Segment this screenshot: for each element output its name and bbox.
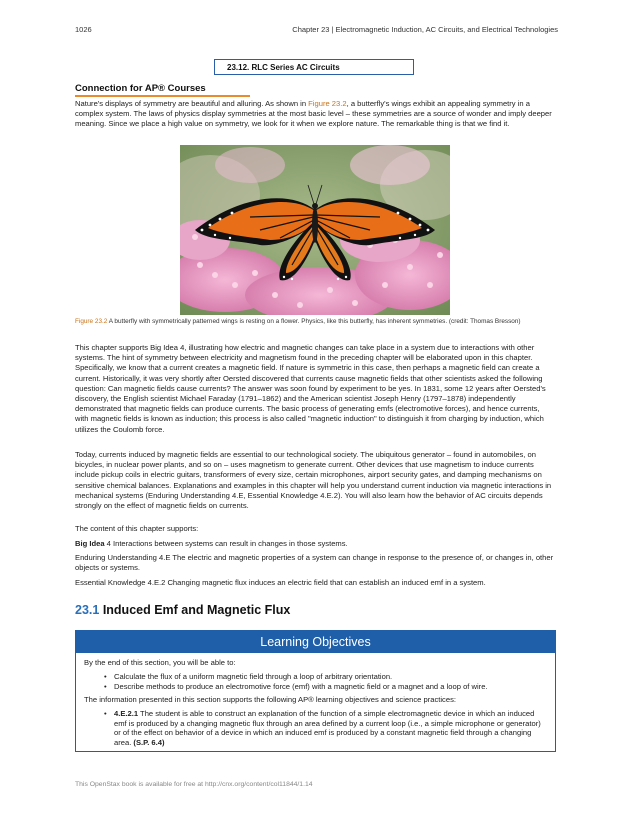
lo-item: Describe methods to produce an electromotive force (emf) with a magnetic field or a magnet and a loop of wire. (114, 682, 488, 691)
butterfly-figure (180, 145, 450, 315)
page-number: 1026 (75, 25, 92, 34)
section-box: 23.12. RLC Series AC Circuits (214, 59, 414, 75)
section-heading (75, 603, 290, 617)
heading-underline (75, 95, 250, 97)
chapter-title: Chapter 23 | Electromagnetic Induction, AC Circuits, and Electrical Technologies (292, 25, 558, 34)
figure-caption: Figure 23.2 A butterfly with symmetrically patterned wings is resting on a flower. Physics, like this butterfly, has inherent symmetries. (credit: Thomas Bresson) (75, 318, 521, 325)
section-number: 23.1 (75, 603, 100, 617)
bullet-icon: • (104, 709, 107, 718)
lo-ap-intro: The information presented in this section supports the following AP® learning objectives and science practices: (84, 695, 456, 704)
butterfly-photo (180, 145, 450, 315)
bullet-icon: • (104, 682, 107, 691)
lo-ap-item: 4.E.2.1 The student is able to construct an explanation of the function of a simple electromagnetic device in which an induced emf is produced by a changing magnetic flux through an area defined by a current loop (i.e., a simple microphone or generator) or of the effect on behavior of a device in which an induced emf is produced by a constant magnetic field through a changing area. (S.P. 6.4) (114, 709, 541, 747)
paragraph-3: The content of this chapter supports: (75, 524, 199, 533)
figure-link[interactable]: Figure 23.2 (308, 99, 347, 108)
enduring-understanding: Enduring Understanding 4.E The electric and magnetic properties of a system can change in response to the presence of, or changes in, other objects or systems. (75, 553, 554, 573)
lo-intro: By the end of this section, you will be able to: (84, 658, 236, 667)
ap-intro-paragraph: Nature's displays of symmetry are beautiful and alluring. As shown in Figure 23.2, a butterfly's wings exhibit an appealing symmetry in a complex system. The laws of physics display symmetries at the most basic level – these symmetries are a source of wonder and imply deeper meaning. Since we place a high value on symmetry, we look for it when we explore nature. The remarkable thing is that we find it. (75, 99, 552, 129)
learning-objectives-box (75, 630, 556, 752)
section-title: Induced Emf and Magnetic Flux (99, 603, 291, 617)
ap-connection-heading: Connection for AP® Courses (75, 83, 206, 94)
learning-objectives-title: Learning Objectives (76, 631, 555, 653)
paragraph-2: Today, currents induced by magnetic fields are essential to our technological society. The ubiquitous generator – found in automobiles, on bicycles, in nuclear power plants, and so on – uses magnetism to generate current. Other devices that use magnetism to induce currents include pickup coils in electric guitars, transformers of every size, certain microphones, airport security gates, and damping mechanisms on sensitive chemical balances. Explanations and examples in this chapter will help you understand current induction via magnetic interactions in mechanical systems (Enduring Understanding 4.E, Essential Knowledge 4.E.2). You will also learn how the behavior of AC circuits depends strongly on the effect of magnetic fields on currents. (75, 450, 552, 511)
figure-label: Figure 23.2 (75, 318, 108, 325)
big-idea: Big Idea 4 Interactions between systems can result in changes in those systems. (75, 539, 348, 548)
bullet-icon: • (104, 672, 107, 681)
paragraph-1: This chapter supports Big Idea 4, illustrating how electric and magnetic changes can take place in a system due to interactions with other systems. The hint of symmetry between electricity and magnetism found in the preceding chapter will be elaborated upon in this chapter. Specifically, we know that a current creates a magnetic field. If nature is symmetric in this case, then perhaps a magnetic field can create a current. Historically, it was very shortly after Oersted discovered that currents cause magnetic fields that other scientists asked the following question: Can magnetic fields cause currents? The answer was soon found by experiment to be yes. In 1831, some 12 years after Oersted's discovery, the English scientist Michael Faraday (1791–1862) and the American scientist Joseph Henry (1797–1878) independently demonstrated that magnetic fields can produce currents. The basic process of generating emfs (electromotive forces), and hence currents, with magnetic fields is known as induction; this process is also called "magnetic induction" to distinguish it from charging by induction, which utilizes the Coulomb force. (75, 343, 546, 434)
lo-item: Calculate the flux of a uniform magnetic field through a loop of arbitrary orientation. (114, 672, 393, 681)
essential-knowledge: Essential Knowledge 4.E.2 Changing magnetic flux induces an electric field that can establish an induced emf in a system. (75, 578, 486, 587)
footer-note: This OpenStax book is available for free at http://cnx.org/content/col11844/1.14 (75, 781, 313, 788)
